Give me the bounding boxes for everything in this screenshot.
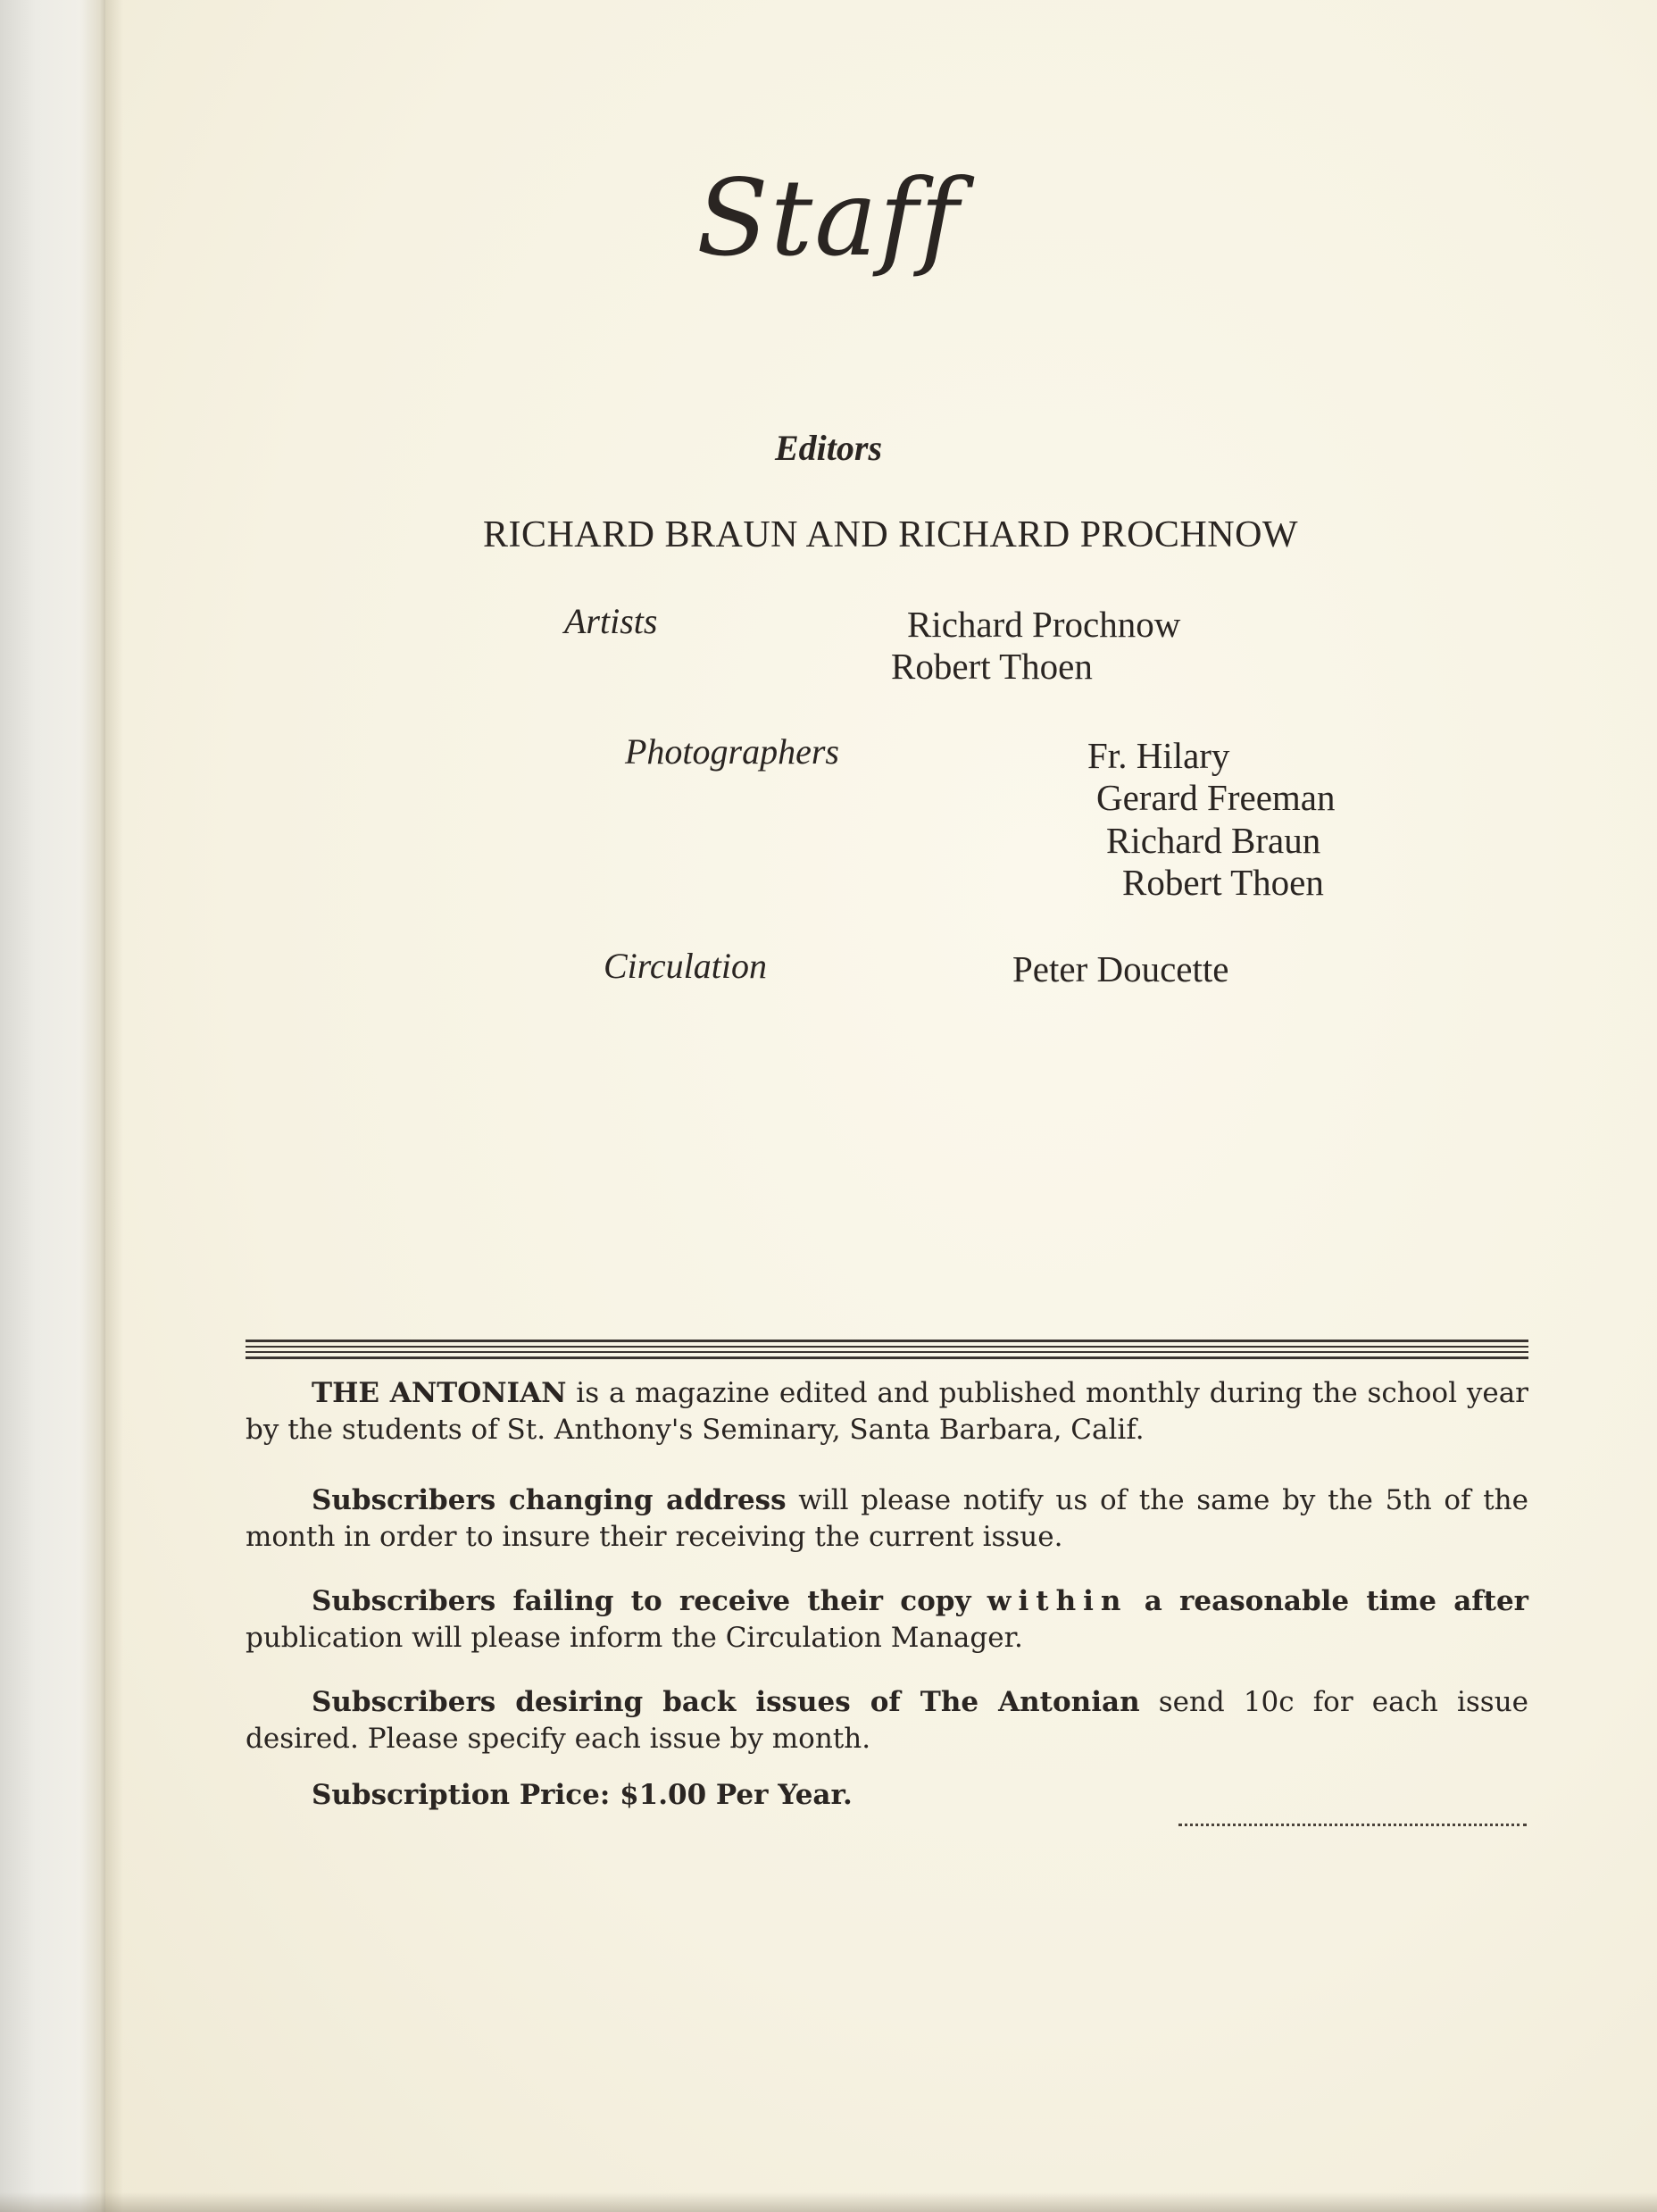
photographer-name: Richard Braun	[1106, 820, 1321, 861]
notice-text: will please notify us of the same by the 5th of the month in order to insure their receiving the current issue.	[246, 1484, 1528, 1553]
notice-paragraph-missing-copy	[246, 1583, 1528, 1657]
notice-bold-text: a reasonable time after	[1144, 1585, 1529, 1617]
notice-paragraph-back-issues	[246, 1684, 1528, 1757]
notice-paragraph-price	[246, 1777, 1528, 1814]
page-bottom-shadow	[0, 2192, 1657, 2212]
circulation-name: Peter Doucette	[1012, 948, 1229, 989]
artists-label: Artists	[564, 601, 658, 641]
photographer-name: Robert Thoen	[1122, 862, 1324, 903]
dotted-line	[1178, 1813, 1527, 1826]
notice-bold-text: Subscribers failing to receive their copy	[312, 1585, 971, 1617]
photographers-label: Photographers	[625, 731, 839, 772]
photographer-name: Fr. Hilary	[1087, 735, 1230, 776]
notice-paragraph-publication	[246, 1375, 1528, 1448]
notice-bold-text: Subscribers changing address	[312, 1484, 787, 1516]
notice-text: is a magazine edited and published monthly during the school year by the students of St. Anthony's Seminary, Santa Barbara, Calif.	[246, 1377, 1528, 1446]
subscription-price: Subscription Price: $1.00 Per Year.	[312, 1779, 853, 1811]
page-sheet	[105, 0, 1657, 2212]
editors-names: RICHARD BRAUN AND RICHARD PROCHNOW	[482, 514, 1299, 555]
artist-name: Robert Thoen	[891, 646, 1093, 687]
page-title: Staff	[696, 156, 961, 280]
notice-spaced-text: within	[987, 1585, 1128, 1617]
divider-rule	[246, 1340, 1528, 1363]
artist-name: Richard Prochnow	[907, 604, 1181, 645]
notice-bold-text: Subscribers desiring back issues of The Antonian	[312, 1686, 1140, 1718]
book-spine	[0, 0, 105, 2212]
notice-paragraph-address	[246, 1482, 1528, 1556]
circulation-label: Circulation	[604, 946, 767, 986]
page-gutter-shadow	[105, 0, 123, 2212]
notice-text: send 10c for each issue desired. Please specify each issue by month.	[246, 1686, 1529, 1755]
notice-text: publication will please inform the Circulation Manager.	[246, 1622, 1023, 1654]
editors-heading: Editors	[774, 428, 883, 468]
photographer-name: Gerard Freeman	[1096, 777, 1336, 818]
publication-name: THE ANTONIAN	[312, 1377, 567, 1409]
